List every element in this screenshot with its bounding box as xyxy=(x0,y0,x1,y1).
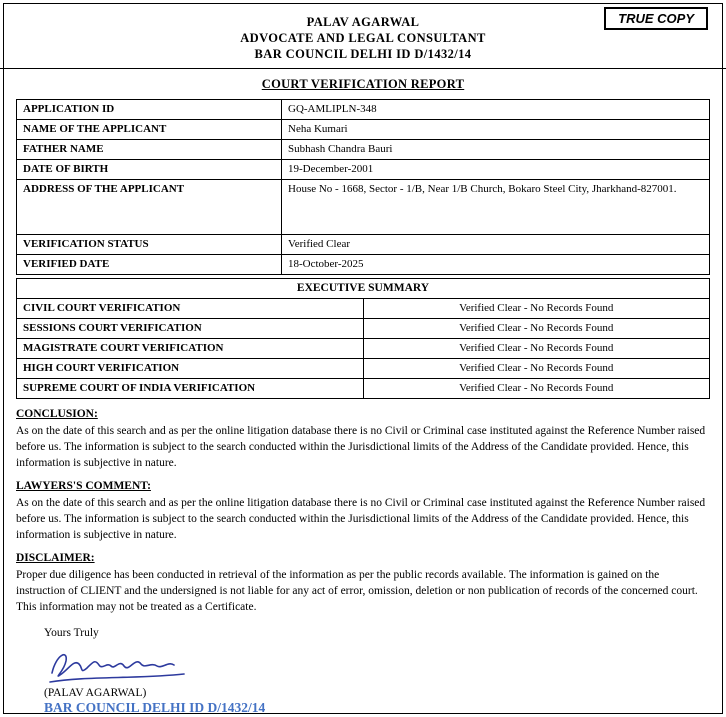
field-value: 19-December-2001 xyxy=(282,160,710,180)
table-row-sessions-court xyxy=(17,319,710,339)
lawyers-comment-section xyxy=(16,480,710,543)
summary-label: SESSIONS COURT VERIFICATION xyxy=(17,319,364,339)
true-copy-label: TRUE COPY xyxy=(618,11,694,26)
lawyers-comment-heading: LAWYERS'S COMMENT: xyxy=(16,480,151,492)
advocate-title: ADVOCATE AND LEGAL CONSULTANT xyxy=(240,31,486,45)
field-value: Neha Kumari xyxy=(282,120,710,140)
field-value: 18-October-2025 xyxy=(282,255,710,275)
summary-value: Verified Clear - No Records Found xyxy=(363,359,710,379)
field-label: VERIFIED DATE xyxy=(17,255,282,275)
executive-summary-table xyxy=(16,278,710,399)
field-value: Subhash Chandra Bauri xyxy=(282,140,710,160)
table-row-verified-date xyxy=(17,255,710,275)
conclusion-text: As on the date of this search and as per the online litigation database there is no Civil or Criminal case instituted against the Reference Number raised before us. The information is subject to the search conducted within the Jurisdictional limits of the Address of the Candidate provided. Hence, this information is subjective in nature. xyxy=(16,425,706,469)
field-value: GQ-AMLIPLN-348 xyxy=(282,100,710,120)
table-row-supreme-court xyxy=(17,379,710,399)
advocate-bar-id: BAR COUNCIL DELHI ID D/1432/14 xyxy=(254,47,472,61)
table-row-date-of-birth xyxy=(17,160,710,180)
summary-label: CIVIL COURT VERIFICATION xyxy=(17,299,364,319)
conclusion-heading: CONCLUSION: xyxy=(16,408,98,420)
report-title: COURT VERIFICATION REPORT xyxy=(261,77,465,91)
field-value: Verified Clear xyxy=(282,235,710,255)
applicant-details-table xyxy=(16,99,710,275)
summary-value: Verified Clear - No Records Found xyxy=(363,339,710,359)
field-label: DATE OF BIRTH xyxy=(17,160,282,180)
signatory-bar-id: BAR COUNCIL DELHI ID D/1432/14 xyxy=(44,700,266,715)
table-row-address xyxy=(17,180,710,235)
conclusion-section xyxy=(16,408,710,471)
table-row-applicant-name xyxy=(17,120,710,140)
summary-value: Verified Clear - No Records Found xyxy=(363,319,710,339)
letterhead xyxy=(16,10,710,62)
summary-label: HIGH COURT VERIFICATION xyxy=(17,359,364,379)
advocate-name: PALAV AGARWAL xyxy=(306,15,420,29)
field-label: ADDRESS OF THE APPLICANT xyxy=(17,180,282,235)
table-row-verification-status xyxy=(17,235,710,255)
summary-title: EXECUTIVE SUMMARY xyxy=(17,279,710,299)
disclaimer-heading: DISCLAIMER: xyxy=(16,552,95,564)
table-row-magistrate-court xyxy=(17,339,710,359)
signatory-name: (PALAV AGARWAL) xyxy=(44,687,147,699)
summary-header-row xyxy=(17,279,710,299)
summary-label: SUPREME COURT OF INDIA VERIFICATION xyxy=(17,379,364,399)
field-label: VERIFICATION STATUS xyxy=(17,235,282,255)
field-label: APPLICATION ID xyxy=(17,100,282,120)
closing-block xyxy=(44,627,710,716)
table-row-high-court xyxy=(17,359,710,379)
signature xyxy=(44,641,710,687)
disclaimer-text: Proper due diligence has been conducted in retrieval of the information as per the public records available. The information is gained on the instruction of CLIENT and the undersigned is not liable for any act of error, omission, deletion or non publication of records of the concerned court. This information may not be treated as a Certificate. xyxy=(16,569,698,613)
summary-value: Verified Clear - No Records Found xyxy=(363,299,710,319)
signature-ink xyxy=(44,641,194,687)
table-row-civil-court xyxy=(17,299,710,319)
summary-label: MAGISTRATE COURT VERIFICATION xyxy=(17,339,364,359)
field-label: FATHER NAME xyxy=(17,140,282,160)
lawyers-comment-text: As on the date of this search and as per the online litigation database there is no Civil or Criminal case instituted against the Reference Number raised before us. The information is subject to the search conducted within the Jurisdictional limits of the Address of the Candidate provided. Hence, this information is subjective in nature. xyxy=(16,497,706,541)
salutation: Yours Truly xyxy=(44,627,99,639)
table-row-father-name xyxy=(17,140,710,160)
header-divider xyxy=(0,68,726,69)
summary-value: Verified Clear - No Records Found xyxy=(363,379,710,399)
disclaimer-section xyxy=(16,552,710,615)
field-label: NAME OF THE APPLICANT xyxy=(17,120,282,140)
field-value: House No - 1668, Sector - 1/B, Near 1/B Church, Bokaro Steel City, Jharkhand-827001. xyxy=(282,180,710,235)
table-row-application-id xyxy=(17,100,710,120)
